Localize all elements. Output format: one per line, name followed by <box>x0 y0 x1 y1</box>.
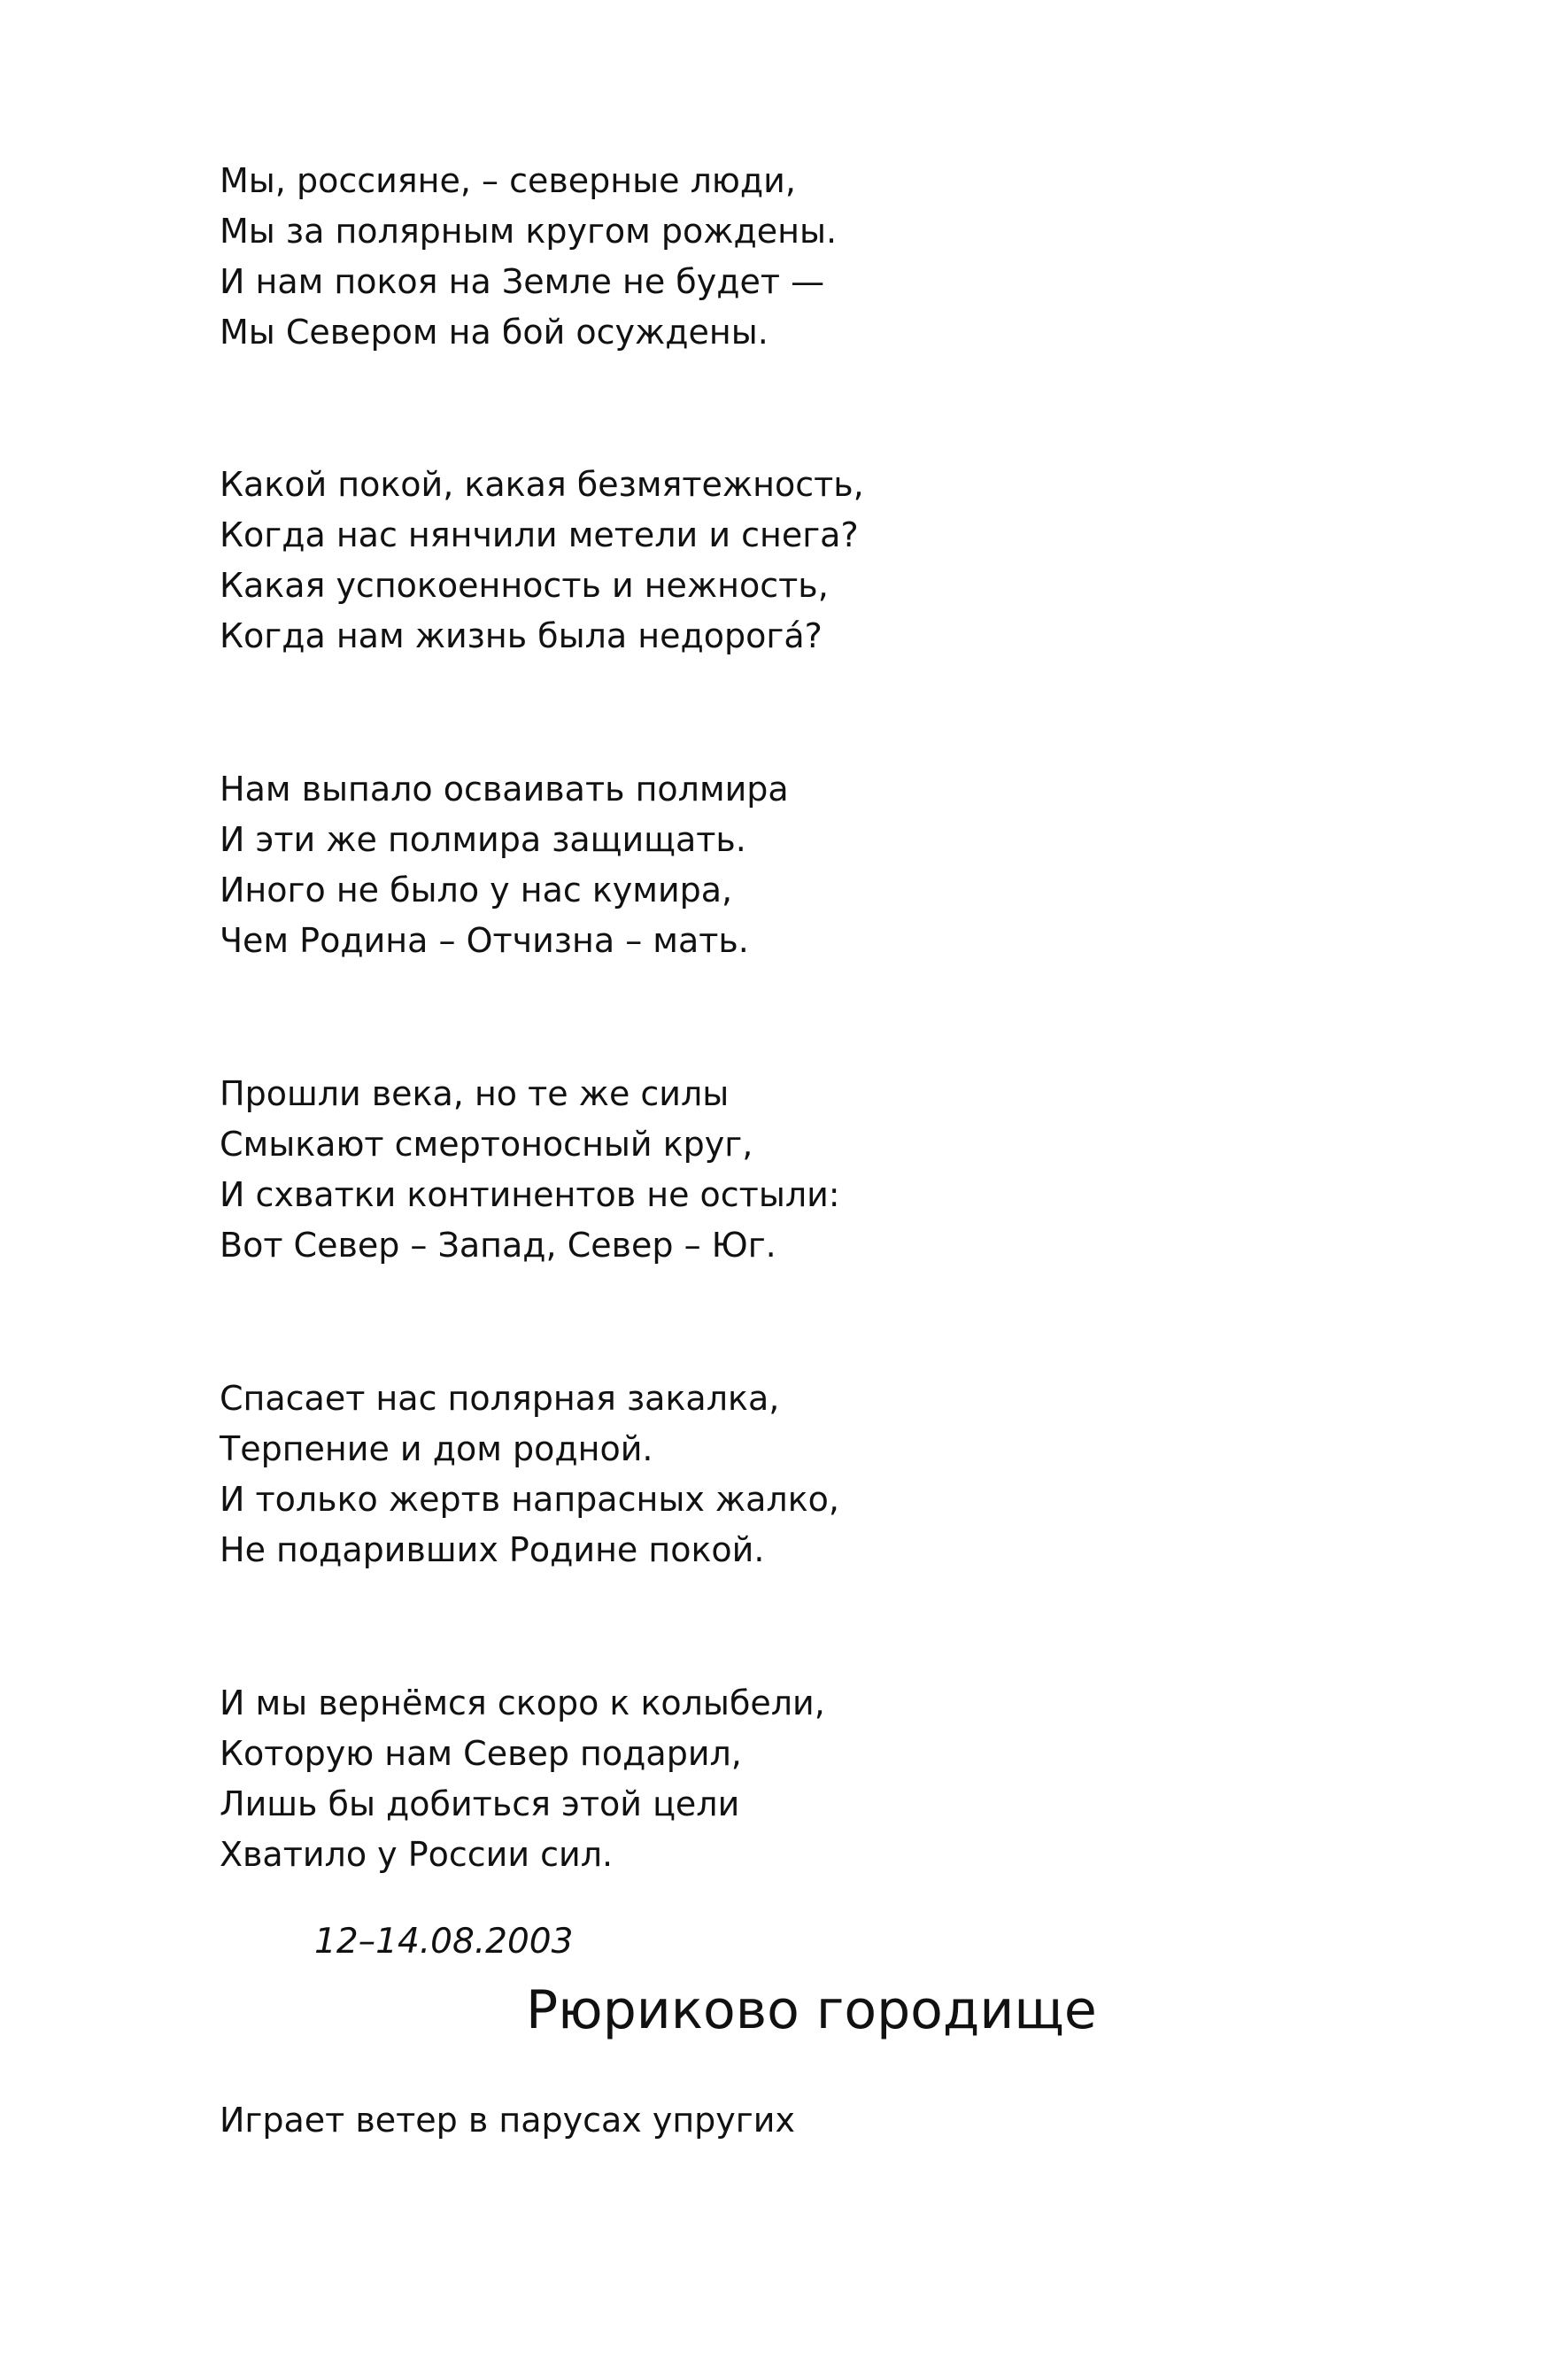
poem-line: Мы Севером на бой осуждены. <box>220 313 769 352</box>
poem-line: Какая успокоенность и нежность, <box>220 566 829 605</box>
poem-line: Вот Север – Запад, Север – Юг. <box>220 1226 776 1265</box>
poem-line: И эти же полмира защищать. <box>220 820 746 859</box>
poem-line: И только жертв напрасных жалко, <box>220 1480 839 1519</box>
poem-line: Мы за полярным кругом рождены. <box>220 212 838 251</box>
poem-line: Мы, россияне, – северные люди, <box>220 161 796 200</box>
poem-line: Терпение и дом родной. <box>220 1429 653 1468</box>
poem-date: 12–14.08.2003 <box>314 1922 574 1962</box>
poem-line: Когда нас нянчили метели и снега? <box>220 515 859 554</box>
poem-line: Прошли века, но те же силы <box>220 1074 730 1113</box>
stanza-3 <box>220 764 789 966</box>
poem-line: Смыкают смертоносный круг, <box>220 1125 753 1164</box>
stanza-5 <box>220 1374 839 1575</box>
poem-line: Какой покой, какая безмятежность, <box>220 465 864 504</box>
poem-line: Лишь бы добиться этой цели <box>220 1784 740 1823</box>
stanza-1 <box>220 156 837 358</box>
poem-line: Когда нам жизнь была недорогá? <box>220 616 823 655</box>
poem-line: И схватки континентов не остыли: <box>220 1175 840 1214</box>
next-poem-first-line: Играет ветер в парусах упругих <box>220 2101 795 2140</box>
poem-line: И мы вернёмся скоро к колыбели, <box>220 1683 825 1722</box>
poem-line: Не подаривших Родине покой. <box>220 1530 765 1569</box>
poem-line: Спасает нас полярная закалка, <box>220 1379 780 1418</box>
poem-line: Иного не было у нас кумира, <box>220 871 733 909</box>
next-poem-title: Рюриково городище <box>526 1979 1097 2041</box>
poem-line: Чем Родина – Отчизна – мать. <box>220 921 749 960</box>
stanza-4 <box>220 1069 840 1271</box>
stanza-6 <box>220 1678 825 1880</box>
poem-line: И нам покоя на Земле не будет — <box>220 262 825 301</box>
poem-line: Нам выпало осваивать полмира <box>220 770 789 809</box>
poem-line: Которую нам Север подарил, <box>220 1734 742 1773</box>
poem-line: Хватило у России сил. <box>220 1835 614 1874</box>
stanza-2 <box>220 460 864 662</box>
